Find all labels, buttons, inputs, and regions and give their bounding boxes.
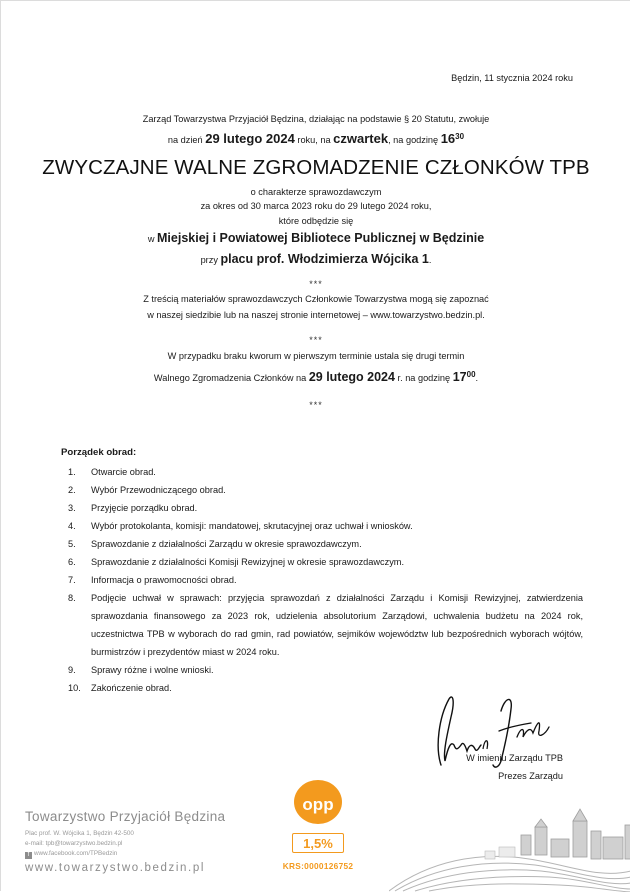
city-skyline-graphic bbox=[389, 791, 630, 892]
meeting-minutes: 30 bbox=[455, 131, 465, 141]
intro-line-2 bbox=[1, 131, 630, 146]
meeting-address bbox=[1, 252, 630, 266]
footer-org-name: Towarzystwo Przyjaciół Będzina bbox=[25, 809, 226, 824]
second-term-date: 29 lutego 2024 bbox=[308, 370, 395, 385]
materials-line-2: w naszej siedzibie lub na naszej stronie internetowej – www.towarzystwo.bedzin.pl. bbox=[147, 310, 485, 320]
footer-address: Plac prof. W. Wójcika 1, Będzin 42-500 bbox=[25, 830, 134, 837]
address-name: placu prof. Włodzimierza Wójcika 1 bbox=[220, 252, 429, 266]
quorum-text: Walnego Zgromadzenia Członków na bbox=[153, 373, 307, 384]
intro-line-1: Zarząd Towarzystwa Przyjaciół Będzina, działając na podstawie § 20 Statutu, zwołuje bbox=[142, 114, 490, 124]
opp-logo: opp bbox=[294, 780, 342, 824]
quorum-line-1: W przypadku braku kworum w pierwszym terminie ustala się drugi termin bbox=[167, 351, 465, 361]
list-item bbox=[61, 463, 583, 481]
signature-line-2: Prezes Zarządu bbox=[498, 771, 563, 781]
address-suffix: . bbox=[428, 255, 432, 265]
separator: *** bbox=[309, 400, 323, 410]
separator: *** bbox=[309, 279, 323, 289]
list-item bbox=[61, 571, 583, 589]
facebook-icon: f bbox=[25, 852, 32, 859]
list-item-number: 2. bbox=[68, 485, 76, 495]
list-item-number: 9. bbox=[68, 665, 76, 675]
list-item-text: Sprawozdanie z działalności Zarządu w okresie sprawozdawczym. bbox=[91, 539, 362, 549]
list-item-number: 1. bbox=[68, 467, 76, 477]
quorum-line-2 bbox=[1, 370, 630, 384]
list-item bbox=[61, 517, 583, 535]
krs-number: KRS:0000126752 bbox=[282, 861, 354, 871]
intro-text: na dzień bbox=[167, 135, 203, 145]
materials-line-1: Z treścią materiałów sprawozdawczych Członkowie Towarzystwa mogą się zapoznać bbox=[143, 294, 489, 304]
list-item-text: Wybór Przewodniczącego obrad. bbox=[91, 485, 226, 495]
list-item-text: Otwarcie obrad. bbox=[91, 467, 156, 477]
list-item-number: 7. bbox=[68, 575, 76, 585]
list-item-text: Zakończenie obrad. bbox=[91, 683, 172, 693]
list-item-number: 10. bbox=[68, 683, 81, 693]
list-item bbox=[61, 535, 583, 553]
page-title: ZWYCZAJNE WALNE ZGROMADZENIE CZŁONKÓW TPB bbox=[42, 156, 590, 179]
venue-name: Miejskiej i Powiatowej Bibliotece Publicznej w Będzinie bbox=[157, 231, 485, 245]
list-item-number: 3. bbox=[68, 503, 76, 513]
list-item-text: Przyjęcie porządku obrad. bbox=[91, 503, 198, 513]
meeting-period: za okres od 30 marca 2023 roku do 29 lutego 2024 roku, bbox=[200, 201, 432, 211]
meeting-date: 29 lutego 2024 bbox=[205, 131, 295, 146]
agenda-list bbox=[61, 463, 583, 697]
meeting-character: o charakterze sprawozdawczym bbox=[250, 187, 382, 197]
list-item bbox=[61, 589, 583, 661]
footer-website: www.towarzystwo.bedzin.pl bbox=[25, 862, 205, 874]
list-item-text: Wybór protokolanta, komisji: mandatowej, skrutacyjnej oraz uchwał i wniosków. bbox=[91, 521, 413, 531]
agenda-title: Porządek obrad: bbox=[61, 447, 137, 458]
signature-line-1: W imieniu Zarządu TPB bbox=[466, 753, 563, 763]
list-item-number: 6. bbox=[68, 557, 76, 567]
list-item-number: 8. bbox=[68, 593, 76, 603]
intro-text: roku, na bbox=[297, 135, 331, 145]
address-prefix: przy bbox=[200, 255, 218, 265]
list-item-text: Informacja o prawomocności obrad. bbox=[91, 575, 237, 585]
meeting-hour: 16 bbox=[440, 131, 456, 146]
footer-facebook bbox=[25, 850, 117, 859]
list-item bbox=[61, 661, 583, 679]
opp-percent-badge: 1,5% bbox=[292, 833, 344, 853]
quorum-text: r. na godzinę bbox=[397, 373, 451, 384]
footer-email: e-mail: tpb@towarzystwo.bedzin.pl bbox=[25, 840, 123, 847]
list-item-text: Sprawozdanie z działalności Komisji Rewizyjnej w okresie sprawozdawczym. bbox=[91, 557, 405, 567]
separator: *** bbox=[309, 335, 323, 345]
list-item bbox=[61, 553, 583, 571]
footer-facebook-text: www.facebook.com/TPBedzin bbox=[34, 850, 118, 857]
place-date: Będzin, 11 stycznia 2024 roku bbox=[451, 73, 573, 83]
intro-text: , na godzinę bbox=[388, 135, 439, 145]
list-item-text: Sprawy różne i wolne wnioski. bbox=[91, 665, 214, 675]
list-item bbox=[61, 481, 583, 499]
list-item-number: 5. bbox=[68, 539, 76, 549]
list-item-number: 4. bbox=[68, 521, 76, 531]
list-item bbox=[61, 499, 583, 517]
meeting-venue bbox=[1, 231, 630, 245]
list-item-text: Podjęcie uchwał w sprawach: przyjęcia sprawozdań z działalności Zarządu i Komisji Rewizyjnej, zatwierdzenia sprawozdania finansowego za 2023 rok, udzielenia absolutorium Zarządowi, uchwalenia budżetu na 2024 rok, uczestnictwa TPB w wyborach do rad gmin, rad powiatów, sejmików województw lub bezpośrednich wyborach wójtów, burmistrzów i prezydentów miast w 2024 roku. bbox=[91, 593, 583, 657]
meeting-will-take-place: które odbędzie się bbox=[278, 216, 354, 226]
second-term-hour: 17 bbox=[452, 370, 467, 385]
meeting-day: czwartek bbox=[333, 131, 389, 146]
second-term-minutes: 00 bbox=[466, 370, 476, 379]
venue-prefix: w bbox=[147, 234, 155, 244]
quorum-end: . bbox=[475, 373, 479, 384]
